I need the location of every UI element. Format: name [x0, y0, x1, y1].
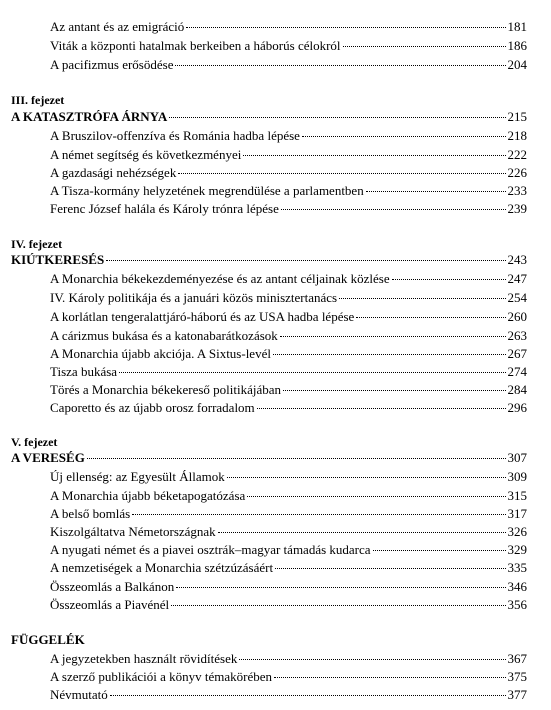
entry-title: Caporetto és az újabb orosz forradalom — [50, 400, 255, 415]
entry-title: A gazdasági nehézségek — [50, 165, 177, 180]
page-number: 326 — [507, 524, 527, 539]
entry-title: Névmutató — [50, 687, 108, 702]
dot-leader — [169, 117, 505, 118]
chapter-heading — [11, 251, 527, 268]
toc-entry — [50, 505, 527, 522]
entry-title: A nemzetiségek a Monarchia szétzúzásáért — [50, 560, 274, 575]
dot-leader — [227, 477, 506, 478]
toc-entry — [50, 146, 527, 163]
entry-title: A Monarchia újabb akciója. A Sixtus-levél — [50, 346, 271, 361]
dot-leader — [87, 458, 506, 459]
page-number: 267 — [507, 346, 527, 361]
page-number: 356 — [507, 597, 527, 612]
toc-entry — [50, 686, 527, 703]
entry-title: A korlátlan tengeralattjáró-háború és az USA hadba lépése — [50, 309, 355, 324]
dot-leader — [343, 46, 506, 47]
entry-title: A Bruszilov-offenzíva és Románia hadba lépése — [50, 128, 300, 143]
page-number: 346 — [507, 579, 527, 594]
entry-title: A szerző publikációi a könyv témakörében — [50, 669, 273, 684]
entry-title: Az antant és az emigráció — [50, 19, 185, 34]
toc-entry — [50, 182, 527, 199]
dot-leader — [392, 279, 506, 280]
toc-entry — [50, 164, 527, 181]
toc-entry — [50, 363, 527, 380]
entry-title: A jegyzetekben használt rövidítések — [50, 651, 238, 666]
dot-leader — [171, 605, 505, 606]
page-number: 296 — [507, 400, 527, 415]
entry-title: A német segítség és következményei — [50, 147, 242, 162]
dot-leader — [366, 191, 506, 192]
chapter-heading — [11, 449, 527, 466]
page-number: 309 — [507, 469, 527, 484]
toc-entry — [50, 345, 527, 362]
page-number: 317 — [507, 506, 527, 521]
dot-leader — [273, 354, 506, 355]
dot-leader — [132, 514, 505, 515]
dot-leader — [178, 173, 505, 174]
chapter-title: A VERESÉG — [11, 450, 85, 465]
entry-title: A Monarchia újabb béketapogatózása — [50, 488, 246, 503]
dot-leader — [218, 532, 506, 533]
chapter-title: KIÚTKERESÉS — [11, 252, 105, 267]
toc-entry — [50, 200, 527, 217]
dot-leader — [302, 136, 506, 137]
entry-title: A belső bomlás — [50, 506, 131, 521]
entry-title: A nyugati német és a piavei osztrák–magyar támadás kudarca — [50, 542, 371, 557]
page-number: 218 — [507, 128, 527, 143]
chapter-label: V. fejezet — [11, 435, 58, 449]
page-number: 377 — [507, 687, 527, 702]
toc-entry — [50, 270, 527, 287]
toc-entry — [50, 468, 527, 485]
page-number: 239 — [507, 201, 527, 216]
page-number: 215 — [507, 109, 527, 124]
toc-entry — [50, 327, 527, 344]
entry-title: Ferenc József halála és Károly trónra lépése — [50, 201, 279, 216]
entry-title: IV. Károly politikája és a januári közös minisztertanács — [50, 290, 338, 305]
page-number: 375 — [507, 669, 527, 684]
page-number: 181 — [507, 19, 527, 34]
toc-entry — [50, 56, 527, 73]
page-number: 335 — [507, 560, 527, 575]
toc-entry — [50, 523, 527, 540]
toc-entry — [50, 578, 527, 595]
toc-entry — [50, 399, 527, 416]
toc-entry — [50, 308, 527, 325]
entry-title: Összeomlás a Balkánon — [50, 579, 175, 594]
entry-title: A Monarchia békekezdeményezése és az antant céljainak közlése — [50, 271, 390, 286]
dot-leader — [275, 568, 505, 569]
dot-leader — [274, 677, 505, 678]
page-number: 315 — [507, 488, 527, 503]
toc-entry — [50, 487, 527, 504]
entry-title: A Tisza-kormány helyzetének megrendülése a parlamentben — [50, 183, 364, 198]
page-number: 226 — [507, 165, 527, 180]
entry-title: A pacifizmus erősödése — [50, 57, 174, 72]
toc-entry — [50, 127, 527, 144]
dot-leader — [281, 209, 506, 210]
page-number: 233 — [507, 183, 527, 198]
toc-entry — [50, 37, 527, 54]
toc-entry — [50, 596, 527, 613]
chapter-label: III. fejezet — [11, 93, 65, 107]
entry-title: Tisza bukása — [50, 364, 118, 379]
dot-leader — [280, 336, 506, 337]
page-number: 329 — [507, 542, 527, 557]
page-number: 284 — [507, 382, 527, 397]
dot-leader — [247, 496, 505, 497]
toc-entry — [50, 289, 527, 306]
dot-leader — [186, 27, 505, 28]
dot-leader — [176, 587, 505, 588]
page-number: 254 — [507, 290, 527, 305]
dot-leader — [239, 659, 505, 660]
entry-title: Törés a Monarchia békekereső politikájában — [50, 382, 282, 397]
toc-entry — [50, 541, 527, 558]
entry-title: Viták a központi hatalmak berkeiben a háborús célokról — [50, 38, 341, 53]
dot-leader — [175, 65, 505, 66]
dot-leader — [106, 260, 505, 261]
dot-leader — [356, 317, 505, 318]
entry-title: A cárizmus bukása és a katonabarátkozások — [50, 328, 278, 343]
dot-leader — [243, 155, 505, 156]
toc-entry — [50, 559, 527, 576]
dot-leader — [373, 550, 506, 551]
page-number: 274 — [507, 364, 527, 379]
appendix-title: FÜGGELÉK — [11, 632, 85, 647]
dot-leader — [283, 390, 505, 391]
dot-leader — [257, 408, 506, 409]
page-number: 367 — [507, 651, 527, 666]
appendix-heading — [11, 631, 527, 648]
toc-entry — [50, 650, 527, 667]
page-number: 186 — [507, 38, 527, 53]
page-number: 247 — [507, 271, 527, 286]
page-number: 263 — [507, 328, 527, 343]
chapter-label: IV. fejezet — [11, 237, 63, 251]
toc-entry — [50, 668, 527, 685]
page-number: 307 — [507, 450, 527, 465]
entry-title: Új ellenség: az Egyesült Államok — [50, 469, 225, 484]
toc-entry — [50, 18, 527, 35]
entry-title: Kiszolgáltatva Németországnak — [50, 524, 216, 539]
toc-entry — [50, 381, 527, 398]
chapter-heading — [11, 108, 527, 125]
page-number: 260 — [507, 309, 527, 324]
page-number: 204 — [507, 57, 527, 72]
dot-leader — [119, 372, 505, 373]
dot-leader — [339, 298, 505, 299]
chapter-title: A KATASZTRÓFA ÁRNYA — [11, 109, 168, 124]
dot-leader — [110, 695, 506, 696]
page-number: 243 — [507, 252, 527, 267]
page-number: 222 — [507, 147, 527, 162]
entry-title: Összeomlás a Piavénél — [50, 597, 170, 612]
